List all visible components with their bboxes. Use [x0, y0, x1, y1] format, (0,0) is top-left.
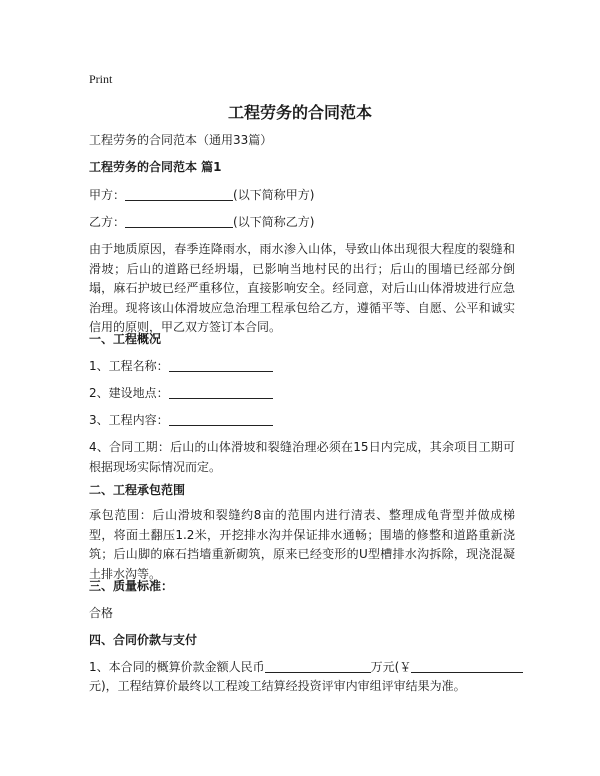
- scope-paragraph: 承包范围：后山滑坡和裂缝约8亩的范围内进行清表、整理成龟背型并做成梯型，将面土翻压1.2米，开挖排水沟并保证排水通畅；围墙的修整和道路重新浇筑；后山脚的麻石挡墙重新砌筑，原来已经变形的U型槽排水沟拆除，现浇混凝土排水沟等。: [89, 508, 515, 581]
- price-suffix: 元)，工程结算价最终以工程竣工结算经投资评审内审组评审结果为准。: [89, 679, 466, 693]
- party-b-line: [89, 213, 514, 232]
- project-name-label: 1、工程名称：: [89, 359, 169, 373]
- page-title: 工程劳务的合同范本: [227, 103, 372, 122]
- section-heading-1: 工程劳务的合同范本 篇1: [89, 160, 222, 174]
- content-label: 3、工程内容：: [89, 413, 169, 427]
- content-blank: [169, 412, 273, 426]
- party-b-note: (以下简称乙方): [233, 215, 315, 229]
- print-label[interactable]: Print: [89, 72, 113, 86]
- party-a-line: [89, 186, 514, 205]
- party-a-label: 甲方：: [89, 188, 126, 202]
- quality-value: 合格: [89, 606, 114, 620]
- duration-paragraph: 4、合同工期：后山的山体滑坡和裂缝治理必须在15日内完成，其余项目工期可根据现场实际情况而定。: [89, 440, 515, 474]
- section-3-heading: 三、质量标准：: [89, 579, 174, 593]
- price-amount-blank: [265, 659, 371, 673]
- party-b-blank: [125, 214, 233, 228]
- party-b-label: 乙方：: [89, 215, 126, 229]
- content-line: [89, 411, 514, 430]
- project-name-line: [89, 357, 514, 376]
- site-line: [89, 384, 514, 403]
- section-1-heading: 一、工程概况: [89, 332, 162, 346]
- site-blank: [169, 385, 273, 399]
- section-4-heading: 四、合同价款与支付: [89, 633, 198, 647]
- price-prefix: 1、本合同的概算价款金额人民币: [89, 660, 265, 674]
- party-a-blank: [125, 187, 233, 201]
- site-label: 2、建设地点：: [89, 386, 169, 400]
- intro-paragraph: 由于地质原因，春季连降雨水，雨水渗入山体，导致山体出现很大程度的裂缝和滑坡；后山的道路已经坍塌，已影响当地村民的出行；后山的围墙已经部分倒塌，麻石护坡已经严重移位，直接影响安全。经同意，对后山山体滑坡进行应急治理。现将该山体滑坡应急治理工程承包给乙方，遵循平等、自愿、公平和诚实信用的原则，甲乙双方签订本合同。: [89, 242, 515, 334]
- project-name-blank: [169, 358, 273, 372]
- price-mid: 万元(￥: [370, 660, 412, 674]
- price-numeric-blank: [411, 659, 523, 673]
- section-2-heading: 二、工程承包范围: [89, 483, 186, 497]
- price-line: [89, 658, 514, 677]
- document-subtitle: 工程劳务的合同范本（通用33篇）: [89, 133, 273, 147]
- party-a-note: (以下简称甲方): [233, 188, 315, 202]
